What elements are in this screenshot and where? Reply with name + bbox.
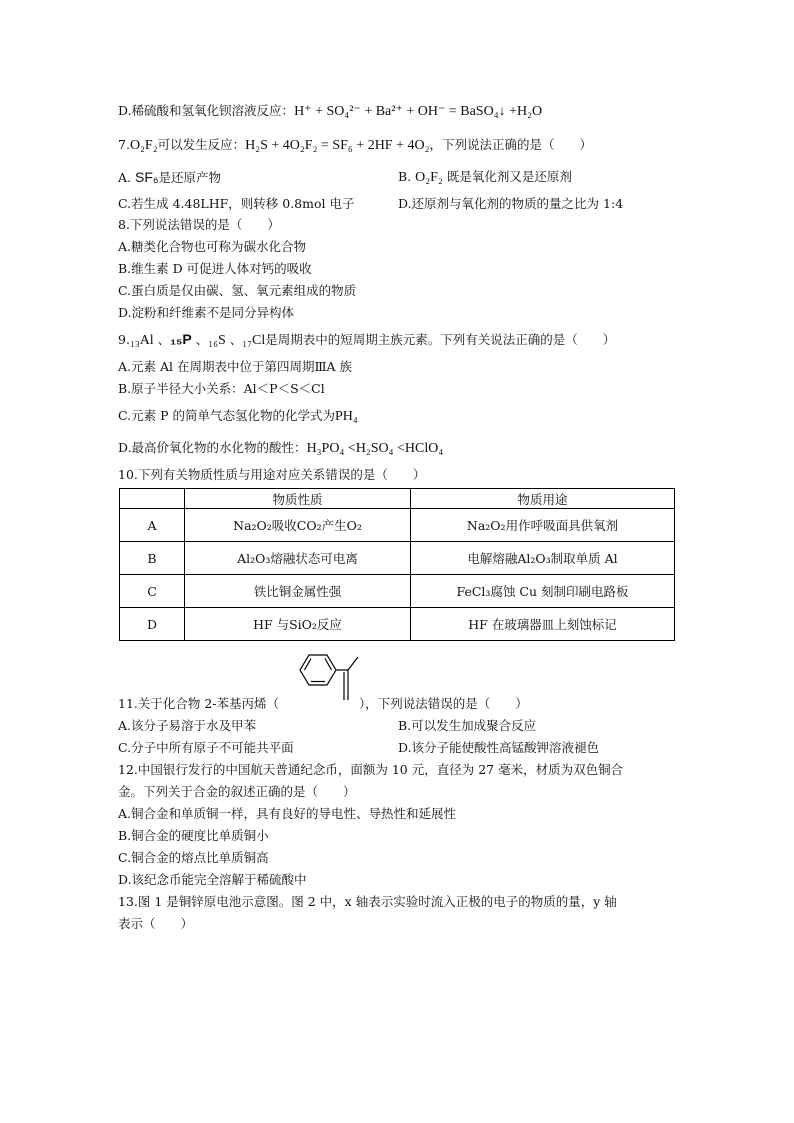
q7-option-b: [398, 168, 572, 187]
option-d-equation: H⁺ + SO₄²⁻ + Ba²⁺ + OH⁻ = BaSO₄↓ +H₂O: [294, 104, 543, 119]
q9-element-p: ₁₅P: [170, 331, 192, 347]
q9-option-b: B.原子半径大小关系：Al＜P＜S＜Cl: [118, 381, 325, 396]
table-header-cell: 物质用途: [411, 489, 675, 509]
q9-option-c-formula: PH₄: [334, 409, 358, 424]
q11-option-c: C.分子中所有原子不可能共平面: [118, 740, 294, 755]
row-key: A: [120, 509, 185, 542]
row-key: D: [120, 608, 185, 641]
table-row: [120, 575, 675, 608]
q9-element-al: ₁₃Al: [129, 333, 154, 348]
q7-option-b-text: 既是氧化剂又是还原剂: [446, 169, 572, 184]
q9-element-s: ₁₆S: [208, 333, 226, 348]
q12-stem-line1: 12.中国银行发行的中国航天普通纪念币，面额为 10 元，直径为 27 毫米，材质为双色铜合: [118, 762, 624, 777]
q9-option-c: [118, 407, 358, 426]
q9-option-d-text: D.最高价氧化物的水化物的酸性：: [118, 440, 307, 455]
row-key: B: [120, 542, 185, 575]
row-use: FeCl₃腐蚀 Cu 刻制印刷电路板: [411, 575, 675, 608]
q13-stem-line2: 表示（ ）: [118, 916, 194, 931]
q11-option-b: B.可以发生加成聚合反应: [398, 718, 537, 733]
row-use: HF 在玻璃器皿上刻蚀标记: [411, 608, 675, 641]
q12-stem-line2: 金。下列关于合金的叙述正确的是（ ）: [118, 784, 356, 799]
option-d-label: D.稀硫酸和氢氧化钡溶液反应：: [118, 103, 295, 118]
table-header-row: [120, 489, 675, 509]
q12-option-a: A.铜合金和单质铜一样，具有良好的导电性、导热性和延展性: [118, 806, 457, 821]
prev-question-option-d: [118, 102, 542, 121]
q9-element-cl: ₁₇Cl: [242, 333, 266, 348]
q12-option-b: B.铜合金的硬度比单质铜小: [118, 828, 269, 843]
row-key: C: [120, 575, 185, 608]
q8-option-b: B.维生素 D 可促进人体对钙的吸收: [118, 261, 312, 276]
q8-option-c: C.蛋白质是仅由碳、氢、氧元素组成的物质: [118, 283, 357, 298]
row-property: HF 与SiO₂反应: [185, 608, 411, 641]
q7-text2: ，下列说法正确的是（ ）: [429, 137, 592, 152]
q7-option-a-letter: A.: [118, 170, 132, 185]
q7-option-a-text: 是还原产物: [158, 170, 222, 185]
q7-option-d: D.还原剂与氧化剂的物质的量之比为 1:4: [398, 196, 624, 211]
table-row: [120, 608, 675, 641]
row-use: 电解熔融Al₂O₃制取单质 Al: [411, 542, 675, 575]
q9-option-d-formula: H₃PO₄ <H₂SO₄ <HClO₄: [306, 441, 444, 456]
q9-stem: 9.₁₃Al 、₁₅P 、₁₆S 、₁₇Cl是周期表中的短周期主族元素。下列有关说法正确的是（ ）: [118, 331, 616, 348]
q12-option-c: C.铜合金的熔点比单质铜高: [118, 850, 269, 865]
q11-option-d: D.该分子能使酸性高锰酸钾溶液褪色: [398, 740, 600, 755]
row-property: Al₂O₃熔融状态可电离: [185, 542, 411, 575]
q7-text1: 可以发生反应：: [157, 137, 246, 152]
q8-option-a: A.糖类化合物也可称为碳水化合物: [118, 239, 307, 254]
q9-text: 是周期表中的短周期主族元素。下列有关说法正确的是（ ）: [265, 332, 616, 347]
q13-stem-line1: 13.图 1 是铜锌原电池示意图。图 2 中，x 轴表示实验时流入正极的电子的物质的量，y 轴: [118, 894, 617, 909]
table-row: [120, 542, 675, 575]
q11-option-a: A.该分子易溶于水及甲苯: [118, 718, 257, 733]
q8-stem: 8.下列说法错误的是（ ）: [118, 217, 280, 232]
q9-number: 9.: [118, 332, 130, 347]
q7-option-c: C.若生成 4.48LHF，则转移 0.8mol 电子: [118, 196, 355, 211]
q12-option-d: D.该纪念币能完全溶解于稀硫酸中: [118, 872, 307, 887]
q7-equation: H₂S + 4O₂F₂ = SF₆ + 2HF + 4O₂: [245, 138, 430, 153]
q7-option-b-letter: B.: [398, 169, 412, 184]
row-property: 铁比铜金属性强: [185, 575, 411, 608]
table-header-cell: 物质性质: [185, 489, 411, 509]
q7-option-a: [118, 168, 221, 187]
q7-stem: [118, 136, 592, 155]
table-row: [120, 509, 675, 542]
q9-option-c-text: C.元素 P 的简单气态氢化物的化学式为: [118, 408, 335, 423]
q7-option-a-formula: SF₆: [135, 169, 159, 185]
q7-compound: O₂F₂: [129, 138, 158, 153]
q9-option-d: [118, 439, 443, 458]
row-use: Na₂O₂用作呼吸面具供氧剂: [411, 509, 675, 542]
q8-option-d: D.淀粉和纤维素不是同分异构体: [118, 305, 295, 320]
q11-stem: [118, 695, 528, 713]
q11-stem-part2: ），下列说法错误的是（ ）: [359, 696, 528, 711]
q11-stem-part1: 11.关于化合物 2-苯基丙烯（: [118, 696, 280, 711]
properties-table: [119, 488, 675, 641]
row-property: Na₂O₂吸收CO₂产生O₂: [185, 509, 411, 542]
q9-option-a: A.元素 Al 在周期表中位于第四周期ⅢA 族: [118, 359, 353, 374]
q7-option-b-formula: O₂F₂: [415, 170, 443, 185]
q7-number: 7.: [118, 137, 130, 152]
table-header-cell: [120, 489, 185, 509]
q10-stem: 10.下列有关物质性质与用途对应关系错误的是（ ）: [118, 467, 426, 482]
